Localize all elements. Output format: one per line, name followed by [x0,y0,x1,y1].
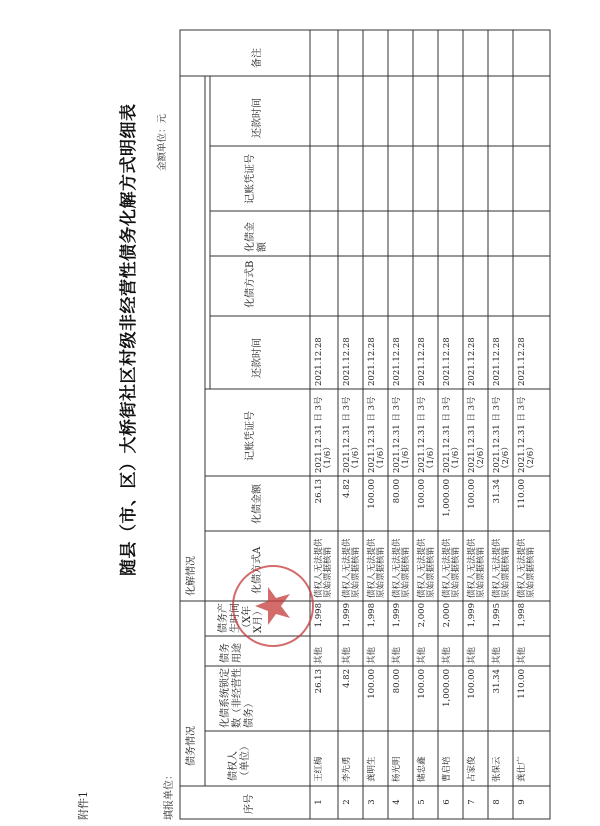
cell-year: 1,998 [314,603,324,628]
cell-voucher: 2021.12.31 日 3号（1/6） [392,396,412,473]
header-creditor: 债权人（单位） [228,741,251,781]
cell-use: 其他 [467,646,477,664]
cell-use: 其他 [417,646,427,664]
cell-name: 王红梅 [314,756,324,782]
cell-name: 曹启培 [442,756,452,782]
cell-year: 1,998 [367,603,377,628]
cell-seq: 9 [517,799,527,805]
cell-year: 1,999 [342,603,352,628]
cell-method: 债权人无法提供原始票据核销 [342,538,362,598]
cell-locked: 110.00 [517,669,527,699]
cell-locked: 1,000.00 [442,669,452,707]
cell-amount: 80.00 [392,479,402,504]
cell-repay: 2021.12.28 [417,337,427,386]
cell-voucher: 2021.12.31 日 3号（1/6） [314,396,334,473]
cell-name: 龚明生 [367,756,377,782]
cell-repay: 2021.12.28 [314,337,324,386]
cell-locked: 26.13 [314,669,324,694]
cell-repay: 2021.12.28 [367,337,377,386]
header-voucher: 记账凭证号 [245,411,256,461]
cell-name: 杨光明 [392,756,402,782]
cell-locked: 100.00 [367,669,377,699]
cell-seq: 4 [392,799,402,805]
amount-unit-label: 金额单位：元 [157,113,168,171]
cell-voucher: 2021.12.31 日 3号（1/6） [342,396,362,473]
cell-voucher: 2021.12.31 日 3号（1/6） [367,396,387,473]
cell-voucher: 2021.12.31 日 3号（2/6） [517,396,537,473]
header-debt-time: 债务产生时间（X年X月） [218,603,265,633]
cell-year: 2,000 [417,603,427,628]
cell-amount: 26.13 [314,479,324,504]
cell-use: 其他 [314,646,324,664]
header-seq: 序号 [244,794,255,814]
cell-method: 债权人无法提供原始票据核销 [442,538,462,598]
cell-name: 龚仕广 [517,756,527,782]
cell-method: 债权人无法提供原始票据核销 [367,538,387,598]
cell-seq: 2 [342,799,352,805]
official-seal-stamp [228,561,318,651]
header-repay-time: 还款时间 [252,338,263,378]
cell-seq: 8 [492,799,502,805]
cell-name: 储忠鑫 [417,756,427,782]
cell-voucher: 2021.12.31 日 3号（1/6） [442,396,462,473]
cell-use: 其他 [442,646,452,664]
cell-voucher: 2021.12.31 日 3号（2/6） [467,396,487,473]
cell-method: 债权人无法提供原始票据核销 [417,538,437,598]
cell-method: 债权人无法提供原始票据核销 [314,538,334,598]
header-method-b: 化债方式B [245,260,256,308]
cell-repay: 2021.12.28 [492,337,502,386]
cell-name: 张保云 [492,756,502,782]
header-locked-amount: 化债系统锁定数（非经营性债务） [220,668,255,728]
cell-locked: 31.34 [492,669,502,694]
cell-method: 债权人无法提供原始票据核销 [392,538,412,598]
header-method-a: 化债方式A [252,546,263,594]
cell-repay: 2021.12.28 [392,337,402,386]
cell-seq: 6 [442,799,452,805]
cell-seq: 3 [367,799,377,805]
cell-use: 其他 [492,646,502,664]
attachment-label: 附件1 [77,791,90,820]
fill-unit-label: 填报单位： [164,770,175,820]
cell-use: 其他 [342,646,352,664]
header-resolve-section: 化解情况 [186,556,197,596]
cell-name: 李先勇 [342,756,352,782]
cell-name: 占家俊 [467,756,477,782]
cell-amount: 100.00 [367,479,377,509]
cell-year: 1,999 [467,603,477,628]
cell-amount: 1,000.00 [442,479,452,517]
cell-use: 其他 [367,646,377,664]
cell-amount: 100.00 [467,479,477,509]
cell-repay: 2021.12.28 [442,337,452,386]
cell-use: 其他 [517,646,527,664]
header-debt-use: 债务用途 [220,643,243,663]
cell-amount: 100.00 [417,479,427,509]
header-debt-section: 债务情况 [186,726,197,766]
cell-year: 2,000 [442,603,452,628]
cell-year: 1,998 [517,603,527,628]
cell-repay: 2021.12.28 [342,337,352,386]
cell-year: 1,995 [492,603,502,628]
cell-use: 其他 [392,646,402,664]
cell-seq: 1 [314,799,324,805]
cell-locked: 80.00 [392,669,402,694]
cell-repay: 2021.12.28 [467,337,477,386]
header-amount-b: 化债金额 [245,222,268,252]
cell-seq: 7 [467,799,477,805]
cell-voucher: 2021.12.31 日 3号（1/6） [417,396,437,473]
header-voucher-b: 记账凭证号 [245,154,256,204]
cell-locked: 100.00 [467,669,477,699]
cell-amount: 110.00 [517,479,527,509]
cell-method: 债权人无法提供原始票据核销 [492,538,512,598]
cell-voucher: 2021.12.31 日 3号（2/6） [492,396,512,473]
header-resolve-amount: 化债金额 [252,484,263,524]
cell-amount: 31.34 [492,479,502,504]
cell-seq: 5 [417,799,427,805]
cell-method: 债权人无法提供原始票据核销 [517,538,537,598]
cell-locked: 4.82 [342,669,352,688]
cell-year: 1,999 [392,603,402,628]
header-repay-time-b: 还款时间 [252,98,263,138]
cell-method: 债权人无法提供原始票据核销 [467,538,487,598]
page-title: 随县（市、区）大桥街社区村级非经营性债务化解方式明细表 [119,103,139,576]
header-remark: 备注 [252,48,263,68]
cell-locked: 100.00 [417,669,427,699]
cell-repay: 2021.12.28 [517,337,527,386]
cell-amount: 4.82 [342,479,352,498]
